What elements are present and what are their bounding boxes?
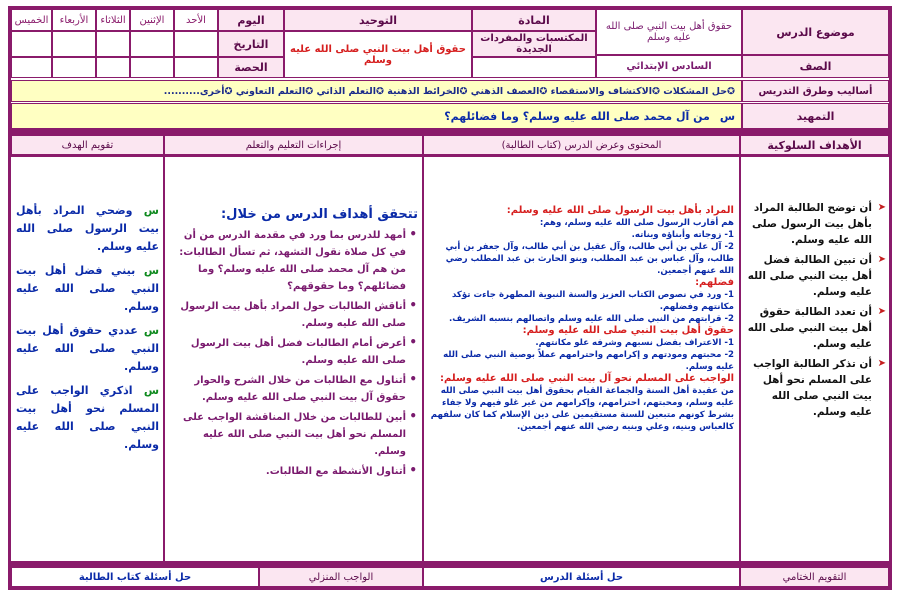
procedure-item: • أمهد للدرس بما ورد في مقدمة الدرس من أن في كل صلاة نقول التشهد، ثم تسأل الطالبات: من هم آل محمد صلى الله عليه وسلم؟ وما فضائلهم؟ وما حقوقهم؟ [170, 227, 406, 295]
date-cell[interactable] [52, 31, 96, 57]
date-cell[interactable] [96, 31, 130, 57]
day-label: اليوم [218, 9, 284, 31]
objective-item: ➤ أن توضح الطالبة المراد بأهل بيت الرسول صلى الله عليه وسلم. [746, 200, 872, 248]
intro-marker: س [719, 109, 735, 123]
procedures-body [170, 206, 418, 546]
col-header-content: المحتوى وعرض الدرس (كتاب الطالبة) [423, 135, 740, 155]
col-divider [422, 135, 424, 561]
objectives-list [746, 200, 886, 540]
procedure-item: • أناقش الطالبات حول المراد بأهل بيت الرسول صلى الله عليه وسلم. [170, 298, 406, 332]
procedure-item: • أعرض أمام الطالبات فضل أهل بيت الرسول صلى الله عليه وسلم. [170, 335, 406, 369]
day-cell-wed[interactable]: الأربعاء [52, 9, 96, 31]
content-text: 1- ورد في نصوص الكتاب العزيز والسنة النبوية المطهرة جاءت تؤكد مكانتهم وفضلهم. [451, 290, 734, 312]
evaluation-item [16, 322, 159, 376]
procedure-item: • أتناول الأنشطة مع الطالبات. [170, 463, 406, 480]
lesson-questions: حل أسئلة الدرس [423, 567, 740, 587]
subject-value: التوحيد [284, 9, 472, 31]
subject-label: المادة [472, 9, 596, 31]
content-text: 2- قرابتهم من النبي صلى الله عليه وسلم واتصالهم بنسبه الشريف. [448, 314, 734, 324]
content-text: هم أقارب الرسول صلى الله عليه وسلم، وهم: [539, 218, 734, 228]
evaluation-text: بيني فضل أهل بيت النبي صلى الله عليه وسلم. [16, 264, 159, 313]
grade-label: الصف [742, 55, 889, 78]
objective-item: ➤ أن تعدد الطالبة حقوق أهل بيت النبي صلى الله عليه وسلم. [746, 304, 872, 352]
procedures-title: تتحقق أهداف الدرس من خلال: [220, 207, 418, 222]
procedure-item: • أبين للطالبات من خلال المناقشة الواجب على المسلم نحو أهل بيت النبي صلى الله عليه وسلم. [170, 409, 406, 460]
content-heading-4: الواجب على المسلم نحو آل بيت النبي صلى الله عليه وسلم: [440, 373, 734, 384]
content-heading-2: فضلهم: [695, 277, 734, 288]
day-cell-sun[interactable]: الأحد [174, 9, 218, 31]
evaluation-marker: س [143, 264, 159, 277]
evaluation-marker: س [143, 204, 159, 217]
methods-value: ✪حل المشكلات ✪الاكتشاف والاستقصاء ✪العصف الذهني ✪الخرائط الذهنية ✪التعلم الذاتي ✪التعلم التعاوني ✪أخرى.......... [11, 80, 742, 102]
evaluation-body [16, 202, 159, 542]
period-cell[interactable] [130, 57, 174, 78]
col-divider [739, 135, 741, 561]
evaluation-text: اذكري الواجب على المسلم نحو أهل بيت النبي صلى الله عليه وسلم. [16, 384, 159, 451]
period-cell[interactable] [96, 57, 130, 78]
evaluation-item [16, 382, 159, 454]
procedure-item: • أتناول مع الطالبات من خلال الشرح والحوار حقوق آل بيت النبي صلى الله عليه وسلم. [170, 372, 406, 406]
col-header-procedures: إجراءات التعليم والتعلم [164, 135, 423, 155]
date-cell[interactable] [11, 31, 52, 57]
period-cell[interactable] [174, 57, 218, 78]
date-label: التاريخ [218, 31, 284, 57]
col-header-objectives: الأهداف السلوكية [740, 135, 889, 155]
new-terms-label: المكتسبات والمفردات الجديدة [472, 31, 596, 57]
grade-value: السادس الإبتدائي [596, 55, 742, 78]
day-cell-thu[interactable]: الخميس [11, 9, 52, 31]
day-cell-tue[interactable]: الثلاثاء [96, 9, 130, 31]
day-cell-mon[interactable]: الإثنين [130, 9, 174, 31]
col-divider [163, 135, 165, 561]
final-eval-label: التقويم الختامي [740, 567, 889, 587]
content-text: 2- محبتهم ومودتهم و إكرامهم واحترامهم عملاً بوصية النبي صلى الله عليه وسلم. [443, 350, 734, 372]
topic-value: حقوق أهل بيت النبي صلى الله عليه وسلم [596, 9, 742, 55]
intro-question-row [11, 103, 742, 129]
book-questions: حل أسئلة كتاب الطالبة [11, 567, 259, 587]
intro-question: من آل محمد صلى الله عليه وسلم؟ وما فضائلهم؟ [444, 109, 710, 123]
date-cell[interactable] [130, 31, 174, 57]
date-cell[interactable] [174, 31, 218, 57]
evaluation-text: وضحي المراد بأهل بيت الرسول صلى الله عليه وسلم. [16, 204, 159, 253]
objective-item: ➤ أن تبين الطالبة فضل أهل بيت النبي صلى الله عليه وسلم. [746, 252, 872, 300]
content-body [428, 205, 734, 555]
grade-spacer [472, 57, 596, 78]
evaluation-item [16, 262, 159, 316]
period-cell[interactable] [52, 57, 96, 78]
new-terms-value: حقوق أهل بيت النبي صلى الله عليه وسلم [284, 31, 472, 78]
evaluation-marker: س [143, 324, 159, 337]
evaluation-marker: س [143, 384, 159, 397]
content-text: من عقيدة أهل السنة والجماعة القيام بحقوق أهل بيت النبي صلى الله عليه وسلم، ومحبتهم، احترامهم، وإكرامهم من غير غلو فيهم ولا جفاء بشرط كونهم متبعين للسنة مستقيمين على دين الإسلام كما كان سلفهم كالعباس وبنيه، وعلي وبنيه رضي الله عنهم أجمعين. [430, 386, 734, 432]
period-cell[interactable] [11, 57, 52, 78]
topic-label: موضوع الدرس [742, 9, 889, 55]
homework-label: الواجب المنزلي [259, 567, 423, 587]
content-text: 2- آل علي بن أبي طالب، وآل عقيل بن أبي طالب، وآل جعفر بن أبي طالب، وآل عباس بن عبد المطلب، وبنو الحارث بن عبد المطلب رضي الله عنهم أجمعين. [445, 242, 734, 276]
evaluation-item [16, 202, 159, 256]
col-header-evaluation: تقويم الهدف [11, 135, 164, 155]
content-heading-3: حقوق أهل بيت النبي صلى الله عليه وسلم: [522, 325, 734, 336]
content-text: 1- زوجاته وأبناؤه وبناته. [631, 230, 734, 240]
intro-label: التمهيد [742, 103, 889, 129]
row-divider [11, 155, 889, 157]
methods-label: أساليب وطرق التدريس [742, 80, 889, 102]
content-text: 1- الاعتراف بفضل نسبهم وشرفه علو مكانتهم. [535, 338, 734, 348]
objective-item: ➤ أن تذكر الطالبة الواجب على المسلم نحو أهل بيت النبي صلى الله عليه وسلم. [746, 356, 872, 420]
evaluation-text: عددي حقوق أهل بيت النبي صلى الله عليه وسلم. [16, 324, 159, 373]
content-heading-1: المراد بأهل بيت الرسول صلى الله عليه وسلم: [506, 205, 734, 216]
period-label: الحصة [218, 57, 284, 78]
